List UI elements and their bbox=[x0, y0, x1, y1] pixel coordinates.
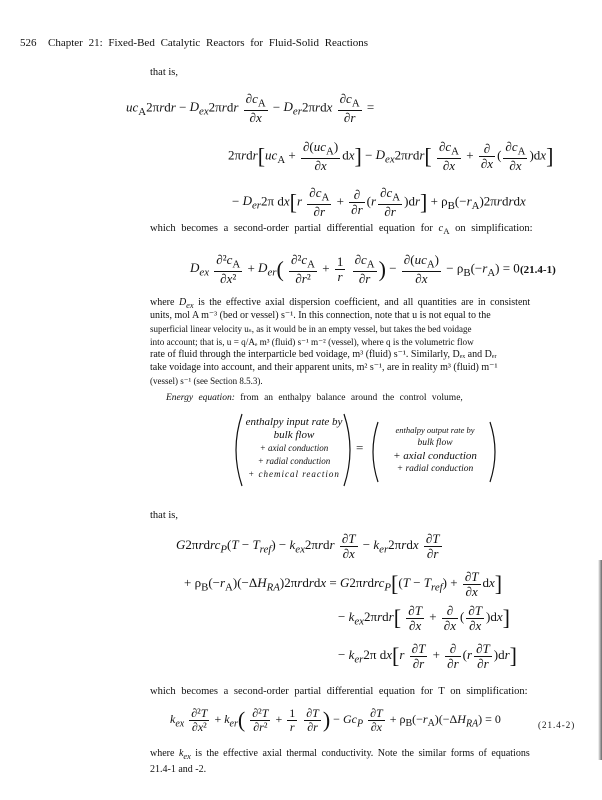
energy-balance-line-4: − $k_{er}2\pi$ dx[r $\frac{\partial T}{\partial r}$ + $\frac{\partial}{\partial r}$ (r $\frac{\partial T}{\partial r}$ )dr] bbox=[338, 641, 517, 671]
where-line-3: superficial linear velocity uₛ, as it would be in an empty vessel, but takes the bed voidage bbox=[150, 324, 472, 334]
where-2-line-1: where $k_{ex}$ is the effective axial thermal conductivity. Note the similar forms of equations bbox=[150, 748, 530, 761]
balance-left-3: + axial conduction bbox=[259, 443, 329, 453]
balance-right-3: + axial conduction bbox=[393, 450, 477, 462]
that-is-1: that is, bbox=[150, 67, 178, 78]
balance-left-2: bulk flow bbox=[273, 429, 315, 441]
where-line-4: into account; that is, u = q/Aₑ m³ (fluid) s⁻¹ m⁻² (vessel), where q is the volumetric flow bbox=[150, 337, 474, 347]
balance-equals: = bbox=[356, 440, 364, 455]
balance-right-2: bulk flow bbox=[417, 438, 453, 448]
enthalpy-balance-box bbox=[228, 412, 508, 488]
equation-21-4-2: $k_{ex}$ $\frac{\text{∂²T}}{\text{∂x²}}$ + $k_{er}$( $\frac{\text{∂²T}}{\text{∂r²}}$ + $\frac{1}{r}$ $\frac{\partial T}{\partial r}$ ) − $Gc_P$ $\frac{\partial T}{\partial x}$ + $\rho_B(-r_A)(-\Delta H_{RA}) = 0$ bbox=[170, 706, 501, 734]
where-line-6: take voidage into account, and their apparent units, m² s⁻¹, are in reality m³ (fluid) m⁻¹ bbox=[150, 362, 498, 373]
mass-balance-line-3: − $D_{er}2\pi$ dx[r $\frac{\partial c_A}{\partial r}$ + $\frac{\partial}{\partial r}$ (r $\frac{\partial c_A}{\partial r}$ )$dr] + \rho_B(-r_A)2\pi rdrdx$ bbox=[232, 185, 526, 219]
balance-right-4: + radial conduction bbox=[396, 464, 474, 474]
energy-balance-line-3: − $k_{ex}2\pi rdr$[ $\frac{\partial T}{\partial x}$ + $\frac{\partial}{\partial x}$ ( $\frac{\partial T}{\partial x}$ )dx] bbox=[338, 603, 510, 633]
energy-equation-intro: Energy equation: from an enthalpy balance around the control volume, bbox=[166, 393, 463, 403]
equation-label-21-4-2: (21.4-2) bbox=[538, 720, 576, 730]
where-line-2: units, mol A m⁻³ (bed or vessel) s⁻¹. In this connection, note that u is not equal to the bbox=[150, 310, 491, 321]
where-line-5: rate of fluid through the interparticle bed voidage, m³ (fluid) s⁻¹. Similarly, Dₑₓ and Dₑᵣ bbox=[150, 349, 497, 360]
mass-balance-line-1: $uc_A2\pi rdr - D_{ex}2\pi rdr$ $\frac{\partial c_A}{\partial x}$ − $D_{er}2\pi rdx$ $\frac{\partial c_A}{\partial r}$ = bbox=[126, 91, 375, 125]
where-line-1: where $D_{ex}$ is the effective axial dispersion coefficient, and all quantities are in consistent bbox=[150, 297, 531, 310]
becomes-2: which becomes a second-order partial differential equation for T on simplification: bbox=[150, 686, 528, 697]
equation-21-4-1: $D_{ex}$ $\frac{\partial^2c_A}{\text{∂x²}}$ + $D_{er}$( $\frac{\partial^2c_A}{\text{∂r²}}$ + $\frac{1}{r}$ $\frac{\partial c_A}{\partial r}$ ) − $\frac{\partial(uc_A)}{\partial x}$ − $\rho_B(-r_A) = 0$ bbox=[190, 252, 520, 286]
energy-balance-line-1: G2πrdrc$_P$(T − $T_{ref}) - k_{ex}2\pi rdr$ $\frac{\partial T}{\partial x}$ − $k_{er}2\pi rdx$ $\frac{\partial T}{\partial r}$ bbox=[176, 531, 440, 561]
that-is-2: that is, bbox=[150, 510, 178, 521]
running-title: Chapter 21: Fixed-Bed Catalytic Reactors for Fluid-Solid Reactions bbox=[48, 37, 369, 49]
page-number: 526 bbox=[20, 37, 37, 49]
page-spine-edge bbox=[598, 560, 602, 760]
balance-left-1: enthalpy input rate by bbox=[245, 416, 343, 428]
where-2-line-2: 21.4-1 and -2. bbox=[150, 764, 207, 775]
balance-left-5: + chemical reaction bbox=[248, 469, 340, 479]
where-line-7: (vessel) s⁻¹ (see Section 8.5.3). bbox=[150, 376, 263, 386]
energy-balance-line-2: + $\rho_B(-r_A)(-\Delta H_{RA})2\pi rdrdx$ = G2πrdrc$_P$[(T − $T_{ref}$) + $\frac{\partial T}{\partial x}$ dx] bbox=[184, 569, 503, 599]
equation-label-21-4-1: (21.4-1) bbox=[520, 264, 556, 276]
balance-right-1: enthalpy output rate by bbox=[395, 425, 475, 435]
balance-left-4: + radial conduction bbox=[257, 456, 331, 466]
becomes-1: which becomes a second-order partial differential equation for $c_A$ on simplification: bbox=[150, 223, 533, 237]
mass-balance-line-2: $2\pi rdr[uc_A$ + $\frac{\partial(uc_A)}{\partial x}$ $dx] - D_{ex}2\pi rdr$[ $\frac{\partial c_A}{\partial x}$ + $\frac{\partial}{\partial x}$ ( $\frac{\partial c_A}{\partial x}$ )dx] bbox=[228, 139, 554, 173]
